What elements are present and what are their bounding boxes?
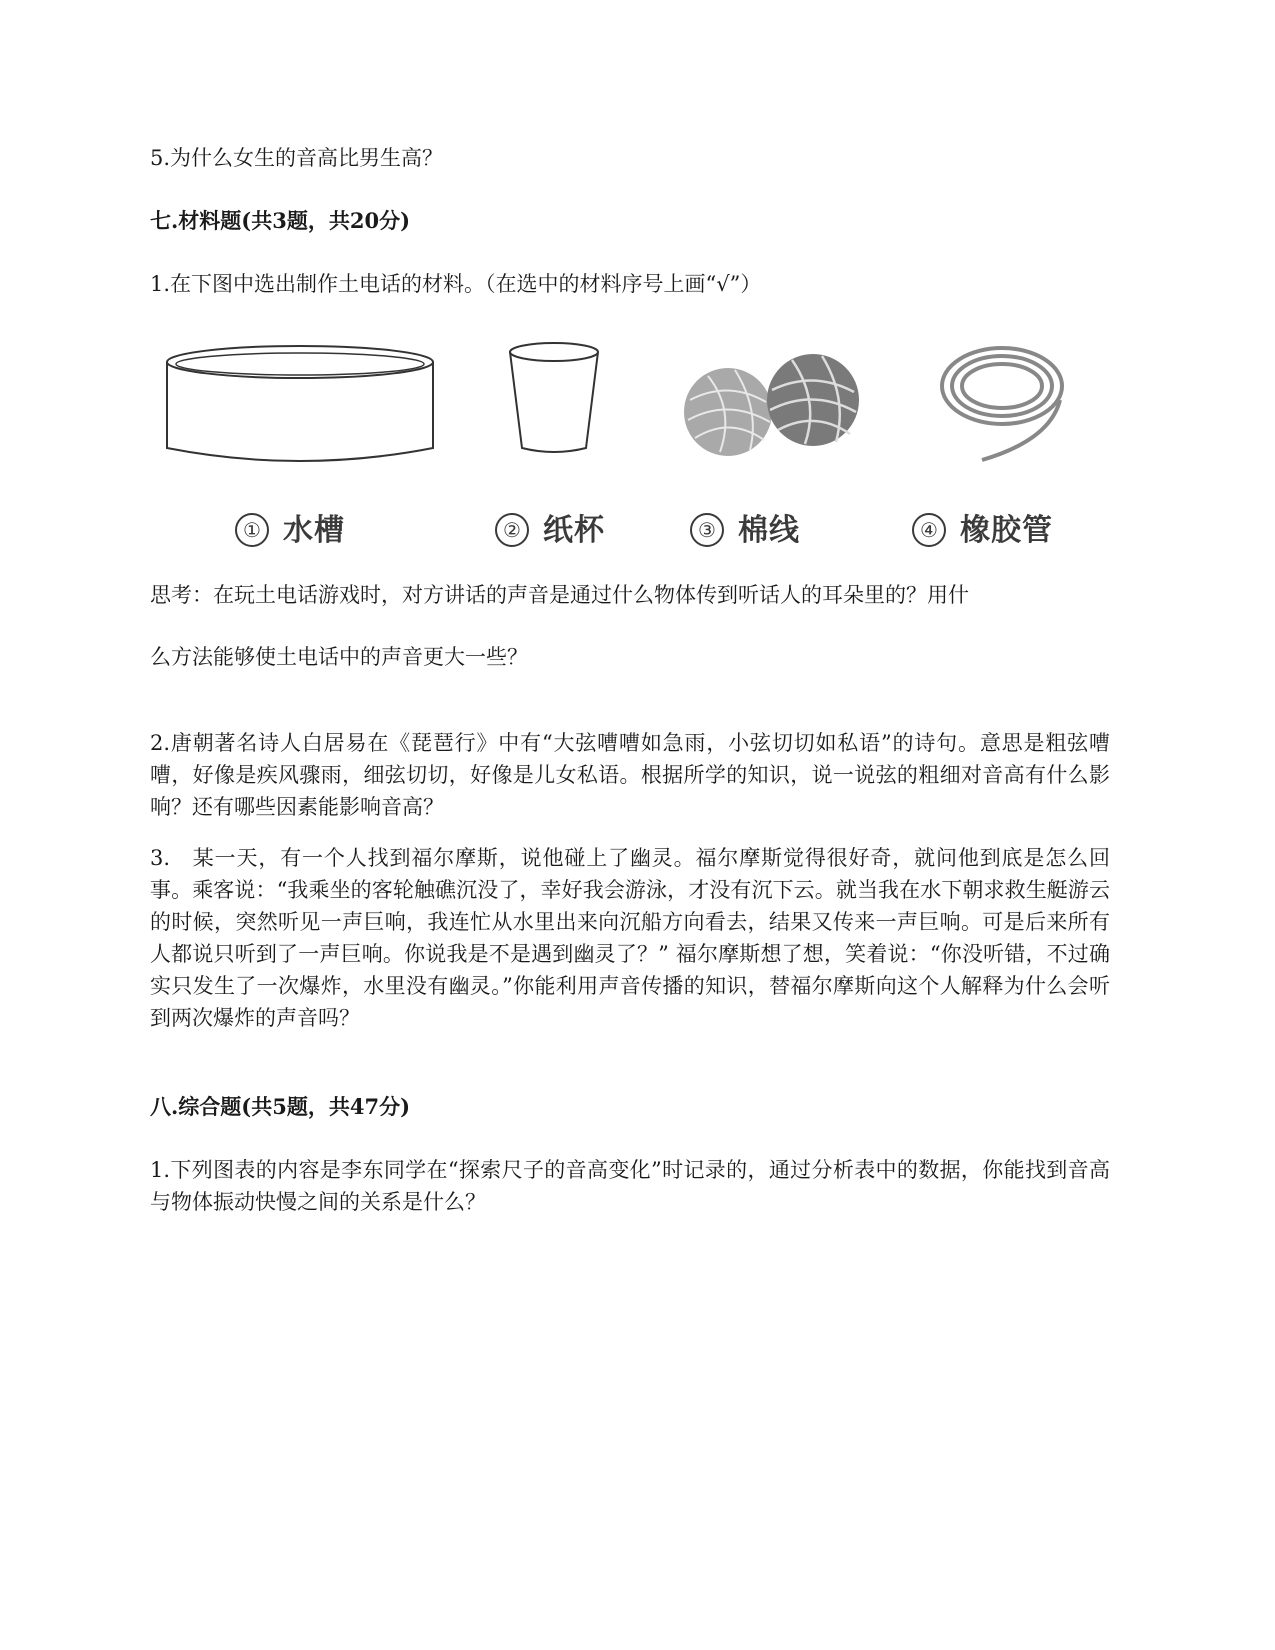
material-label-2: ② 纸杯 — [495, 505, 605, 549]
rubber-tube-icon — [942, 348, 1062, 460]
section-7-question-2: 2.唐朝著名诗人白居易在《琵琶行》中有“大弦嘈嘈如急雨，小弦切切如私语”的诗句。意思是粗弦嘈嘈，好像是疾风骤雨，细弦切切，好像是儿女私语。根据所学的知识，说一说弦的粗细对音高有什么影响？还有哪些因素能影响音高？ — [150, 731, 1110, 819]
section-7-question-1: 1.在下图中选出制作土电话的材料。（在选中的材料序号上画“√”） — [150, 272, 762, 296]
paper-cup-icon — [510, 343, 598, 452]
materials-figure — [160, 340, 1120, 560]
materials-illustration — [160, 340, 1120, 500]
section-7-heading: 七.材料题(共3题，共20分) — [150, 208, 411, 233]
section-8-heading: 八.综合题(共5题，共47分) — [150, 1094, 411, 1119]
material-label-4: ④ 橡胶管 — [912, 505, 1053, 549]
section-8-question-1: 1.下列图表的内容是李东同学在“探索尺子的音高变化”时记录的，通过分析表中的数据，你能找到音高与物体振动快慢之间的关系是什么？ — [150, 1158, 1110, 1214]
think-line-2: 么方法能够使土电话中的声音更大一些？ — [150, 645, 528, 669]
material-label-1: ① 水槽 — [235, 505, 345, 549]
material-label-3: ③ 棉线 — [690, 505, 800, 549]
question-5: 5.为什么女生的音高比男生高？ — [150, 146, 444, 170]
cotton-thread-icon — [684, 354, 859, 456]
section-7-question-3: 3. 某一天，有一个人找到福尔摩斯，说他碰上了幽灵。福尔摩斯觉得很好奇，就问他到底是怎么回事。乘客说：“我乘坐的客轮触礁沉没了，幸好我会游泳，才没有沉下云。就当我在水下朝求救生艇游云的时候，突然听见一声巨响，我连忙从水里出来向沉船方向看去，结果又传来一声巨响。可是后来所有人都说只听到了一声巨响。你说我是不是遇到幽灵了？” 福尔摩斯想了想，笑着说：“你没听错，不过确实只发生了一次爆炸，水里没有幽灵。”你能利用声音传播的知识，替福尔摩斯向这个人解释为什么会听到两次爆炸的声音吗？ — [150, 846, 1110, 1030]
think-line-1: 思考：在玩土电话游戏时，对方讲话的声音是通过什么物体传到听话人的耳朵里的？用什 — [150, 583, 969, 607]
water-tank-icon — [167, 346, 433, 461]
